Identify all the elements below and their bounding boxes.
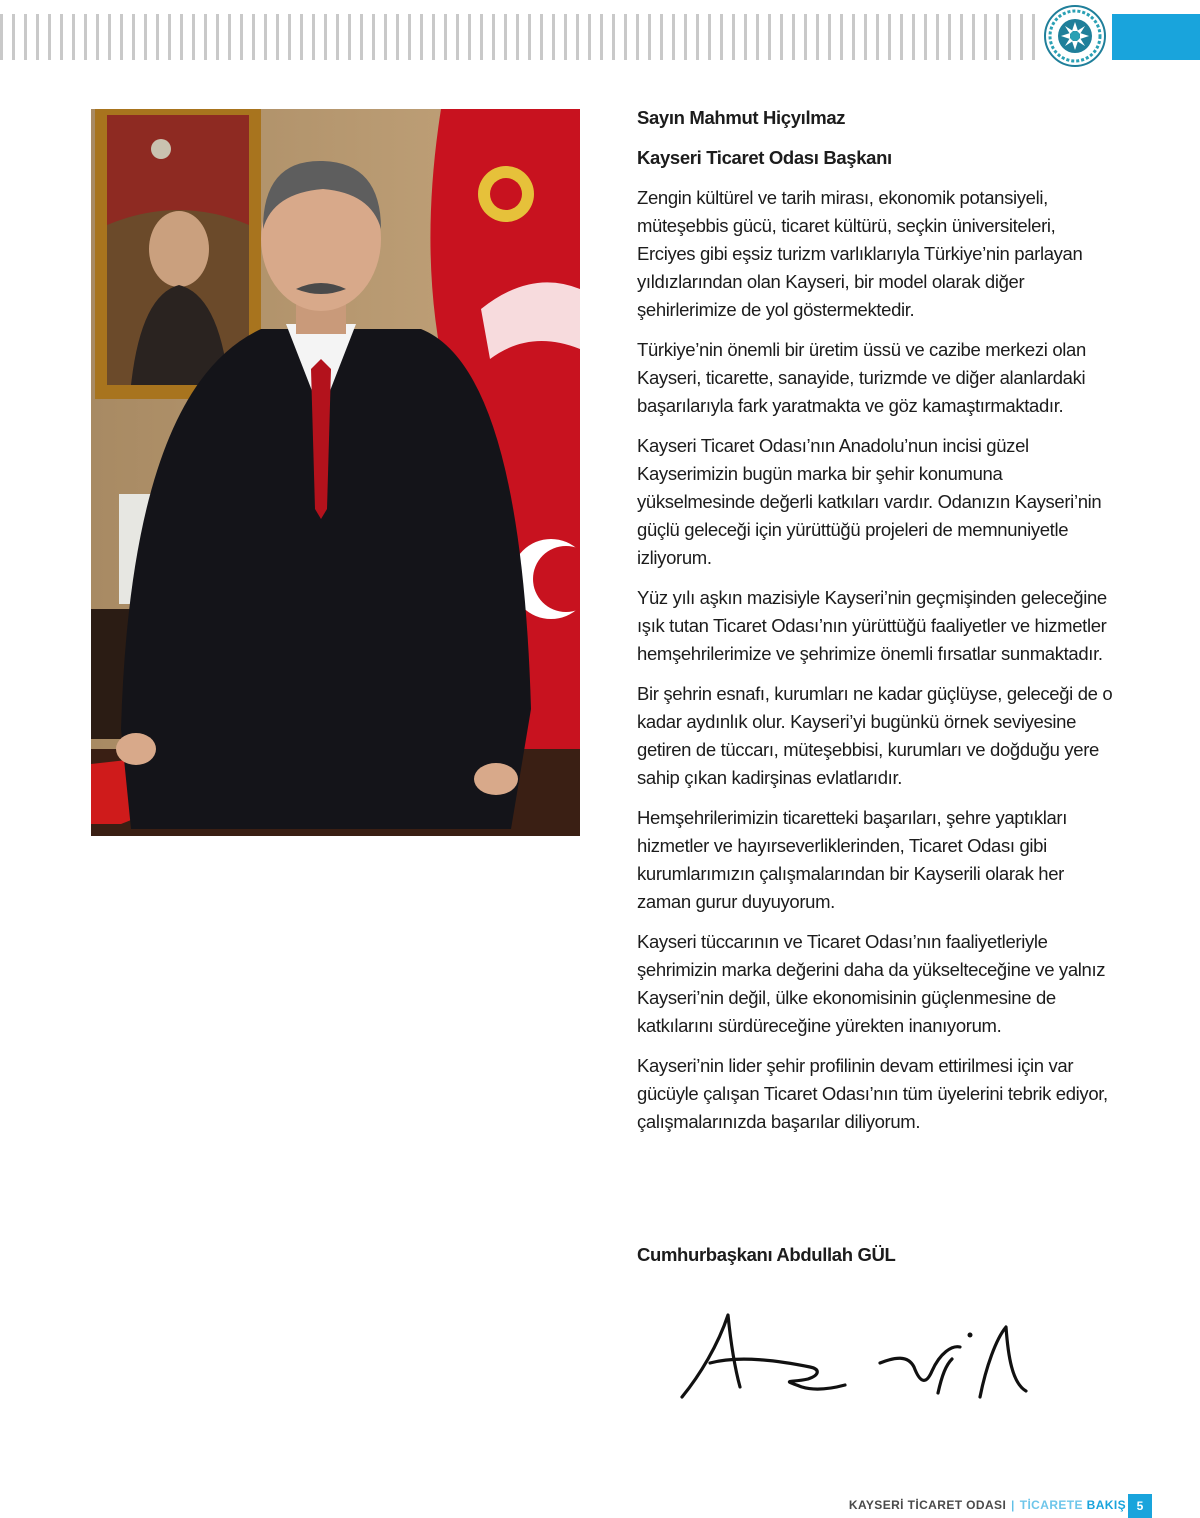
letter-paragraph: Zengin kültürel ve tarih mirası, ekonomik potansiyeli, müteşebbis gücü, ticaret kültürü, seçkin üniversiteleri, Erciyes gibi eşsiz turizm varlıklarıyla Türkiye’nin parlayan yıldızlarından olan Kayseri, bir model olarak diğer şehirlerimize de yol göstermektedir. [637, 187, 1083, 320]
handwritten-signature [670, 1305, 1040, 1415]
letter-salutation: Sayın Mahmut Hiçyılmaz [637, 107, 846, 128]
footer-publication-part1: TİCARETE [1019, 1498, 1083, 1512]
letter-paragraph: Kayseri tüccarının ve Ticaret Odası’nın faaliyetleriyle şehrimizin marka değerini daha da yükselteceğine ve yalnız Kayseri’nin değil, ülke ekonomisinin güçlenmesine de katkılarını sürdüreceğine yürekten inanıyorum. [637, 931, 1106, 1036]
header-accent-bar [1112, 14, 1200, 60]
letter-paragraph: Kayseri’nin lider şehir profilinin devam ettirilmesi için var gücüyle çalışan Ticaret Odası’nın tüm üyelerini tebrik ediyor, çalışmalarınızda başarılar diliyorum. [637, 1055, 1108, 1132]
letter-paragraph: Kayseri Ticaret Odası’nın Anadolu’nun incisi güzel Kayserimizin bugün marka bir şehir konumuna yükselmesinde değerli katkıları vardır. Odanızın Kayseri’nin güçlü geleceği için yürüttüğü projeleri de memnuniyetle izliyorum. [637, 435, 1102, 568]
chamber-emblem-icon [1044, 5, 1106, 67]
letter-recipient-title: Kayseri Ticaret Odası Başkanı [637, 147, 892, 168]
signatory-name: Cumhurbaşkanı Abdullah GÜL [637, 1244, 896, 1265]
footer-separator: | [1011, 1498, 1015, 1512]
footer-publication-part2: BAKIŞ [1086, 1498, 1126, 1512]
letter-paragraph: Hemşehrilerimizin ticaretteki başarıları, şehre yaptıkları hizmetler ve hayırseverliklerinden, Ticaret Odası gibi kurumlarımızın çalışmalarından bir Kayserili olarak her zaman gurur duyuyorum. [637, 807, 1068, 912]
footer-publication [849, 1494, 1126, 1518]
footer-organization: KAYSERİ TİCARET ODASI [848, 1498, 1007, 1512]
letter-paragraph: Türkiye’nin önemli bir üretim üssü ve cazibe merkezi olan Kayseri, ticarette, sanayide, turizmde ve diğer alanlardaki başarılarıyla fark yaratmakta ve göz kamaştırmaktadır. [637, 339, 1086, 416]
portrait-photo [91, 109, 580, 836]
page-number: 5 [1128, 1494, 1152, 1518]
letter-body [637, 104, 1117, 1148]
letter-paragraph: Bir şehrin esnafı, kurumları ne kadar güçlüyse, geleceği de o kadar aydınlık olur. Kayseri’yi bugünkü örnek seviyesine getiren de tüccarı, müteşebbisi, kurumları ve doğduğu yere sahip çıkan kadirşinas evlatlarıdır. [637, 683, 1113, 788]
header-stripe-decoration [0, 14, 1040, 60]
letter-paragraph: Yüz yılı aşkın mazisiyle Kayseri’nin geçmişinden geleceğine ışık tutan Ticaret Odası’nın yürüttüğü faaliyetler ve hizmetler hemşehrilerimize ve şehrimize önemli fırsatlar sunmaktadır. [637, 587, 1107, 664]
